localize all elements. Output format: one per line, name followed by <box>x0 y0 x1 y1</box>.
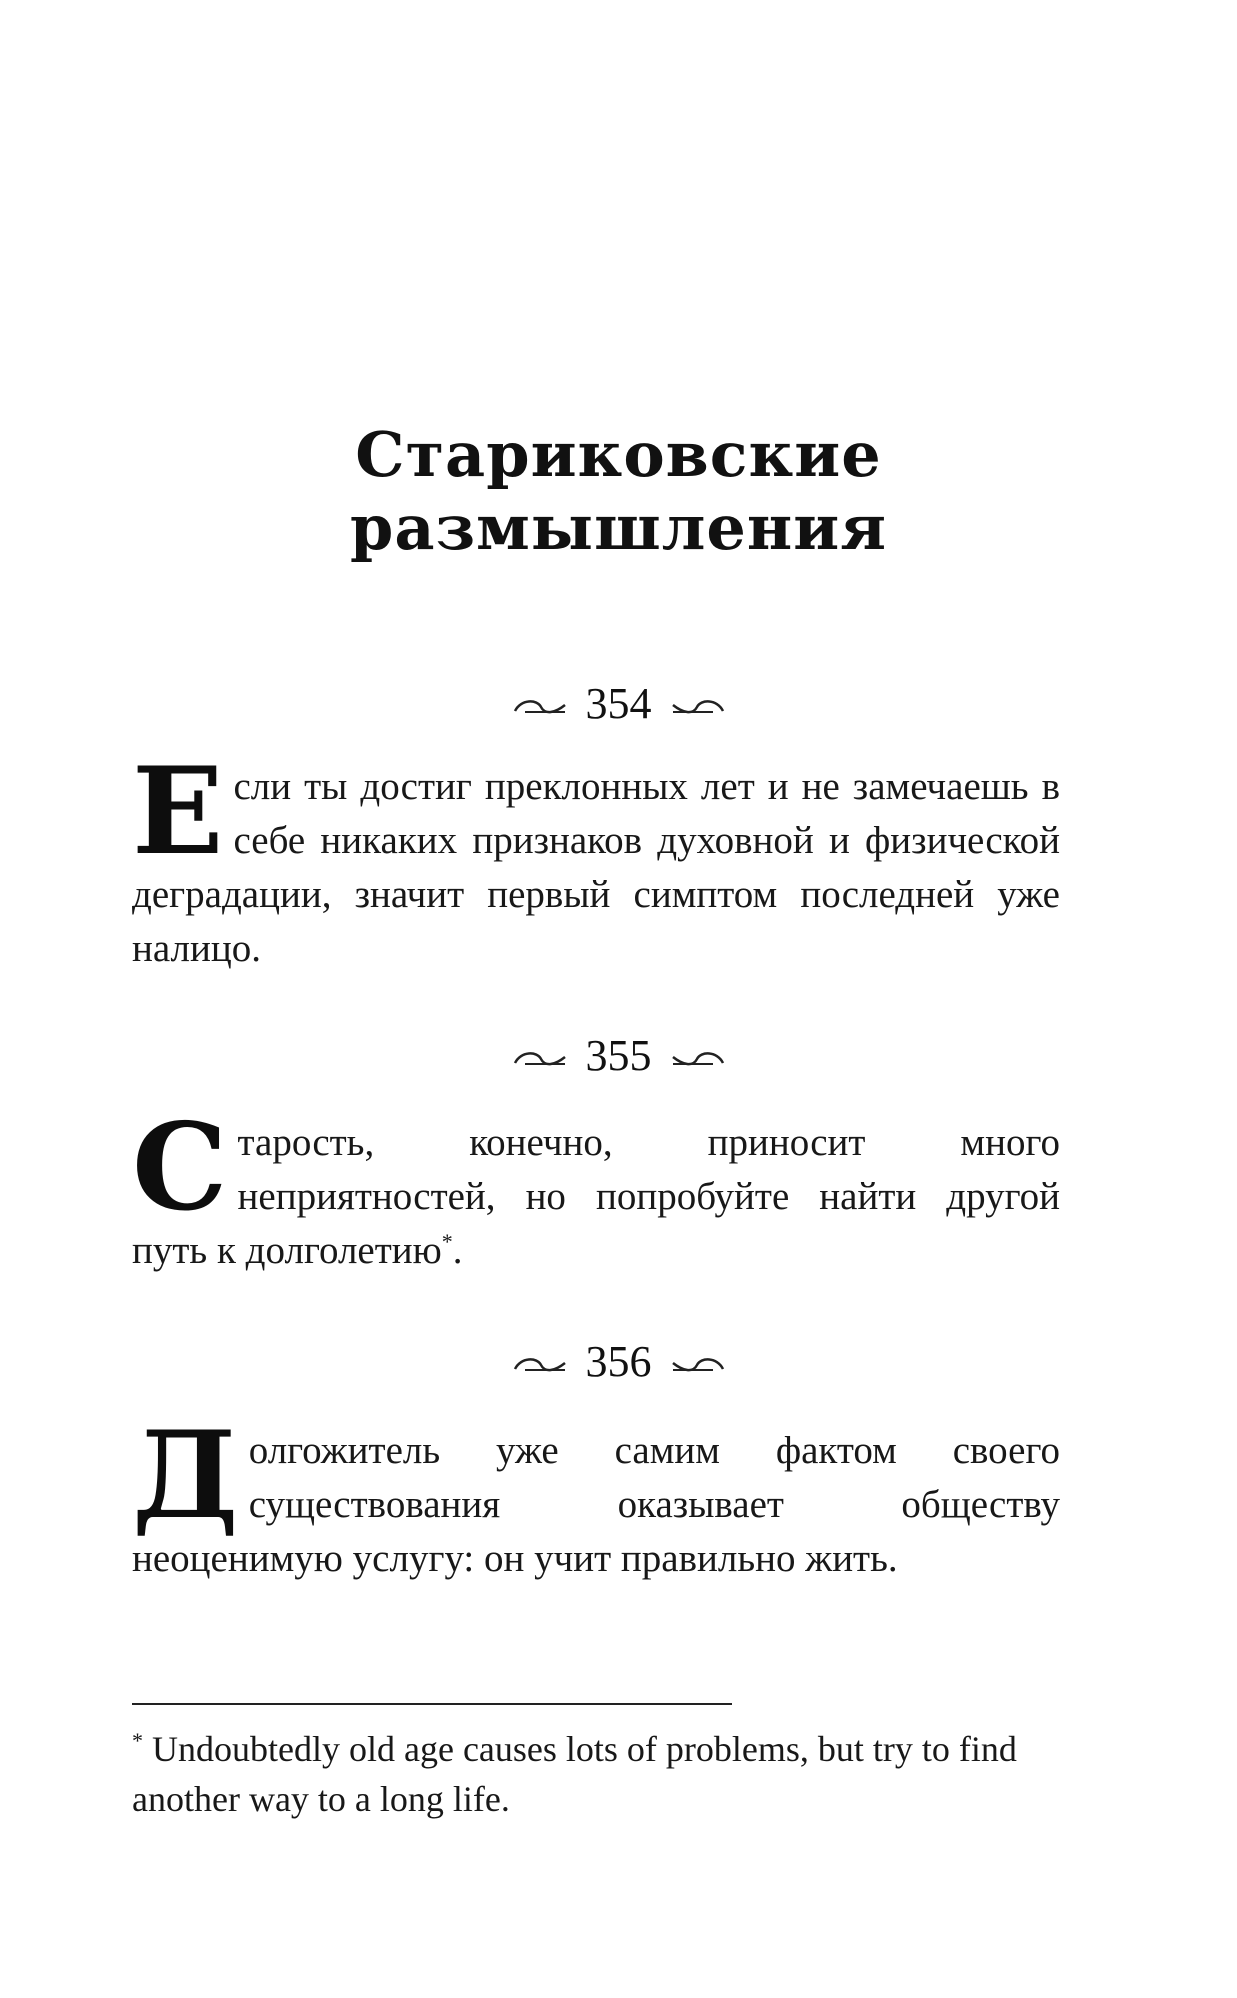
footnote-text: Undoubtedly old age causes lots of problems, but try to find another way to a long life. <box>132 1729 1017 1819</box>
aphorism-356 <box>132 1405 1060 1586</box>
section-number-label: 354 <box>585 679 652 728</box>
flourish-right-icon <box>669 1047 727 1073</box>
section-number-355 <box>0 1030 1237 1081</box>
aphorism-text: тарость, конечно, приносит много неприятностей, но попробуйте найти другой путь к долголетию <box>132 1121 1060 1272</box>
footnote-mark: * <box>132 1728 143 1753</box>
section-number-label: 355 <box>585 1031 652 1080</box>
flourish-left-icon <box>511 1353 569 1379</box>
aphorism-text: сли ты достиг преклонных лет и не замечаешь в себе никаких признаков духовной и физической деградации, значит первый симптом последней уже налицо. <box>132 765 1060 970</box>
section-number-354 <box>0 678 1237 729</box>
footnote <box>132 1724 1060 1824</box>
section-number-label: 356 <box>585 1337 652 1386</box>
flourish-left-icon <box>511 695 569 721</box>
footnote-divider <box>132 1703 732 1705</box>
aphorism-end: . <box>452 1229 463 1272</box>
drop-cap: С <box>132 1097 228 1238</box>
drop-cap: Д <box>132 1405 239 1546</box>
chapter-title: Стариковские размышления <box>349 418 888 564</box>
drop-cap: Е <box>132 741 224 882</box>
flourish-right-icon <box>669 695 727 721</box>
footnote-mark[interactable]: * <box>441 1229 453 1254</box>
flourish-right-icon <box>669 1353 727 1379</box>
aphorism-text: олгожитель уже самим фактом своего существования оказывает обществу неоценимую услугу: он учит правильно жить. <box>132 1429 1060 1580</box>
aphorism-355 <box>132 1097 1060 1278</box>
aphorism-354 <box>132 741 1060 976</box>
section-number-356 <box>0 1336 1237 1387</box>
flourish-left-icon <box>511 1047 569 1073</box>
